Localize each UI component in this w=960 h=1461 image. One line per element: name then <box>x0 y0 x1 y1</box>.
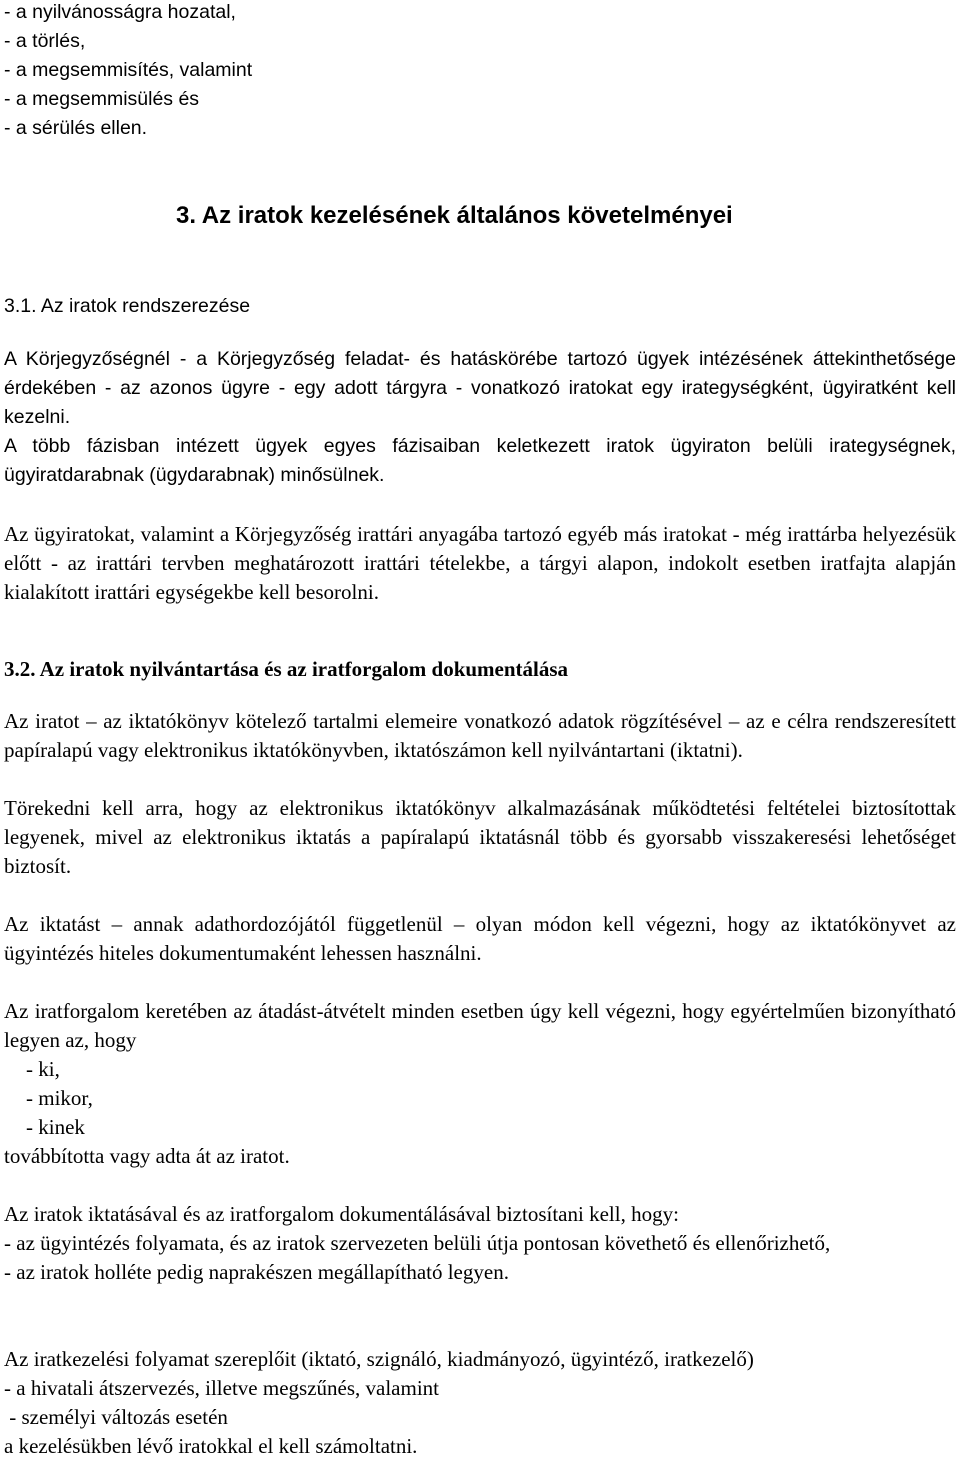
subsection-heading: 3.1. Az iratok rendszerezése <box>4 295 251 317</box>
section-heading: 3. Az iratok kezelésének általános követelményei <box>176 202 733 229</box>
list-item: - ki, <box>26 1057 60 1081</box>
paragraph-with-list <box>4 1345 956 1461</box>
paragraph-with-list <box>4 997 956 1171</box>
paragraph: Törekedni kell arra, hogy az elektronikus iktatókönyv alkalmazásának működtetési feltételei biztosítottak legyenek, mivel az elektronikus iktatás a papíralapú iktatásnál több és gyorsabb visszakeresési lehetőséget biztosít. <box>4 796 956 878</box>
paragraph: A Körjegyzőségnél - a Körjegyzőség feladat- és hatáskörébe tartozó ügyek intézésének áttekinthetősége érdekében - az azonos ügyre - egy adott tárgyra - vonatkozó iratokat egy irategységként, ügyiratként kell kezelni. <box>4 348 956 428</box>
paragraph-with-list <box>4 1200 956 1287</box>
paragraph: Az iktatást – annak adathordozójától függetlenül – olyan módon kell végezni, hogy az iktatókönyvet az ügyintézés hiteles dokumentumaként lehessen használni. <box>4 912 956 965</box>
subsection-heading: 3.2. Az iratok nyilvántartása és az iratforgalom dokumentálása <box>4 657 569 681</box>
list-item: - a sérülés ellen. <box>4 117 148 139</box>
paragraph: A több fázisban intézett ügyek egyes fázisaiban keletkezett iratok ügyiraton belüli irategységnek, ügyiratdarabnak (ügydarabnak) minősülnek. <box>4 435 956 486</box>
list-item: - a törlés, <box>4 30 86 52</box>
list-item: - mikor, <box>26 1086 93 1110</box>
paragraph: Az iratot – az iktatókönyv kötelező tartalmi elemeire vonatkozó adatok rögzítésével – az e célra rendszeresített papíralapú vagy elektronikus iktatókönyvben, iktatószámon kell nyilvántartani (iktatni). <box>4 709 956 762</box>
paragraph: Az iratkezelési folyamat szereplőit (iktató, szignáló, kiadmányozó, ügyintéző, iratkezelő) <box>4 1347 754 1371</box>
list-item: - a hivatali átszervezés, illetve megszűnés, valamint <box>4 1376 439 1400</box>
paragraph-end: a kezelésükben lévő iratokkal el kell számoltatni. <box>4 1434 418 1458</box>
paragraph: Az ügyiratokat, valamint a Körjegyzőség irattári anyagába tartozó egyéb más iratokat - még irattárba helyezésük előtt - az irattári tervben meghatározott irattári tételekbe, a tárgyi alapon, indokolt esetben iratfajta alapján kialakított irattári egységekbe kell besorolni. <box>4 522 956 604</box>
list-item: - az iratok holléte pedig naprakészen megállapítható legyen. <box>4 1260 509 1284</box>
paragraph-end: továbbította vagy adta át az iratot. <box>4 1144 290 1168</box>
list-item: - a nyilvánosságra hozatal, <box>4 1 236 23</box>
list-item: - az ügyintézés folyamata, és az iratok szervezeten belüli útja pontosan követhető és ellenőrizhető, <box>4 1231 831 1255</box>
top-list <box>4 0 956 143</box>
paragraph: Az iratforgalom keretében az átadást-átvételt minden esetben úgy kell végezni, hogy egyértelműen bizonyítható legyen az, hogy <box>4 999 956 1052</box>
list-item: - személyi változás esetén <box>4 1405 228 1429</box>
list-item: - kinek <box>26 1115 85 1139</box>
list-item: - a megsemmisülés és <box>4 88 200 110</box>
list-item: - a megsemmisítés, valamint <box>4 59 253 81</box>
paragraph: Az iratok iktatásával és az iratforgalom dokumentálásával biztosítani kell, hogy: <box>4 1202 679 1226</box>
